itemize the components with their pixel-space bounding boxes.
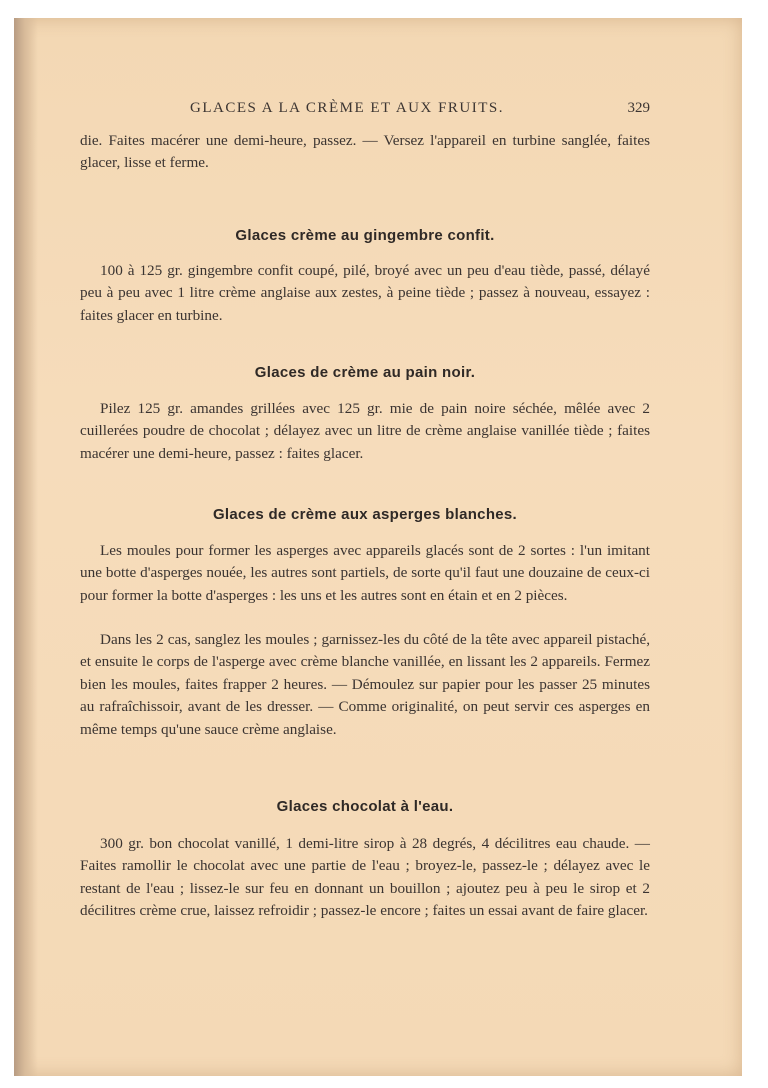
running-title: GLACES A LA CRÈME ET AUX FRUITS. bbox=[190, 100, 505, 116]
section-title-asperges: Glaces de crème aux asperges blanches. bbox=[212, 506, 518, 523]
intro-paragraph: die. Faites macérer une demi-heure, passez. — Versez l'appareil en turbine sanglée, faites glacer, lisse et ferme. bbox=[80, 132, 650, 172]
page-number: 329 bbox=[627, 100, 650, 116]
paragraph-chocolat: 300 gr. bon chocolat vanillé, 1 demi-litre sirop à 28 degrés, 4 décilitres eau chaude. — Faites ramollir le chocolat avec une partie de l'eau ; broyez-le, passez-le ; délayez avec le restant de l'eau ; lissez-le sur feu en donnant un bouillon ; ajoutez peu à peu le sirop et 2 décilitres crème crue, laissez refroidir ; passez-le encore ; faites un essai avant de faire glacer. bbox=[80, 835, 650, 920]
paragraph-gingembre: 100 à 125 gr. gingembre confit coupé, pilé, broyé avec un peu d'eau tiède, passé, délayé peu à peu avec 1 litre crème anglaise aux zestes, à peine tiède ; passez à nouveau, essayez : faites glacer en turbine. bbox=[80, 262, 650, 324]
section-title-chocolat: Glaces chocolat à l'eau. bbox=[276, 798, 454, 815]
section-title-gingembre: Glaces crème au gingembre confit. bbox=[235, 227, 495, 244]
section-title-pain-noir: Glaces de crème au pain noir. bbox=[254, 364, 476, 381]
page-gutter-shadow bbox=[14, 18, 38, 1076]
paragraph-asperges-2: Dans les 2 cas, sanglez les moules ; garnissez-les du côté de la tête avec appareil pistaché, et ensuite le corps de l'asperge avec crème blanche vanillée, en lissant les 2 appareils. Fermez bien les moules, faites frapper 2 heures. — Démoulez sur papier pour les passer 25 minutes au rafraîchissoir, avant de les dresser. — Comme originalité, on peut servir ces asperges en même temps qu'une sauce crème anglaise. bbox=[80, 631, 650, 738]
page-header bbox=[80, 100, 650, 122]
paragraph-pain-noir: Pilez 125 gr. amandes grillées avec 125 gr. mie de pain noire séchée, mêlée avec 2 cuillerées poudre de chocolat ; délayez avec un litre de crème anglaise vanillée tiède ; faites macérer une demi-heure, passez : faites glacer. bbox=[80, 400, 650, 462]
paragraph-asperges-1: Les moules pour former les asperges avec appareils glacés sont de 2 sortes : l'un imitant une botte d'asperges nouée, les autres sont partiels, de sorte qu'il faut une douzaine de ceux-ci pour former la botte d'asperges : les uns et les autres sont en étain et en 2 pièces. bbox=[80, 542, 650, 604]
book-page bbox=[14, 18, 742, 1076]
